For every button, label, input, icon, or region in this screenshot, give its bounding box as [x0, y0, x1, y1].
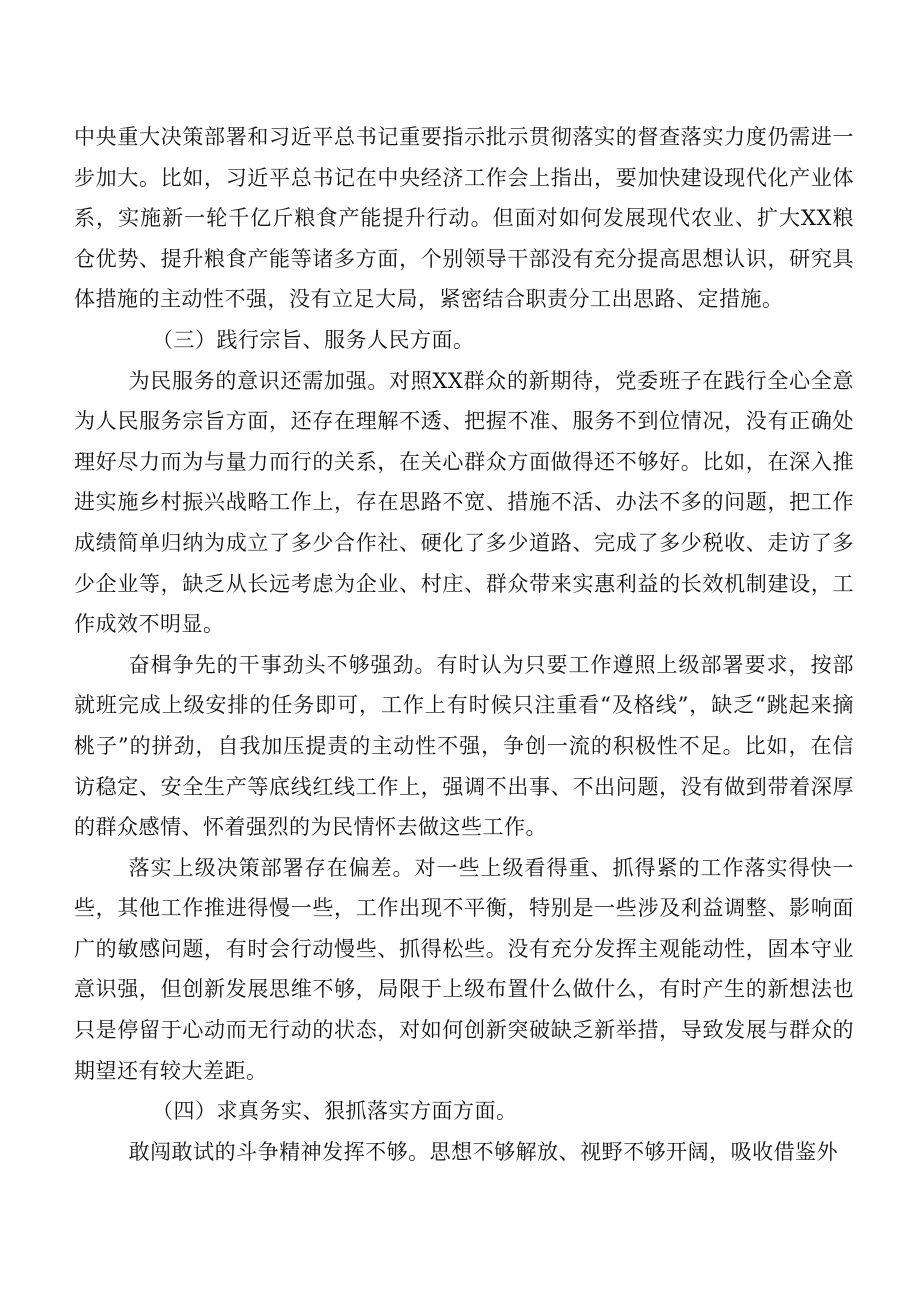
paragraph-implementation-deviation: 落实上级决策部署存在偏差。对一些上级看得重、抓得紧的工作落实得快一些，其他工作推进得慢一些，工作出现不平衡，特别是一些涉及利益调整、影响面广的敏感问题，有时会行动慢些、抓得松些。没有充分发挥主观能动性，固本守业意识强，但创新发展思维不够，局限于上级布置什么做什么，有时产生的新想法也只是停留于心动而无行动的状态，对如何创新突破缺乏新举措，导致发展与群众的期望还有较大差距。: [74, 855, 854, 1083]
section-heading-3: （三）践行宗旨、服务人民方面。: [152, 327, 475, 352]
paragraph-struggle-spirit: 敢闯敢试的斗争精神发挥不够。思想不够解放、视野不够开阔，吸收借鉴外: [128, 1139, 839, 1164]
paragraph-continuation: 中央重大决策部署和习近平总书记重要指示批示贯彻落实的督查落实力度仍需进一步加大。比如，习近平总书记在中央经济工作会上指出，要加快建设现代化产业体系，实施新一轮千亿斤粮食产能提升行动。但面对如何发展现代农业、扩大XX粮仓优势、提升粮食产能等诸多方面，个别领导干部没有充分提高思想认识，研究具体措施的主动性不强，没有立足大局，紧密结合职责分工出思路、定措施。: [74, 125, 854, 312]
section-heading-4: （四）求真务实、狠抓落实方面方面。: [152, 1099, 518, 1124]
document-body: [74, 117, 854, 1172]
paragraph-work-drive: 奋楫争先的干事劲头不够强劲。有时认为只要工作遵照上级部署要求，按部就班完成上级安排的任务即可，工作上有时候只注重看“及格线”，缺乏“跳起来摘桃子”的拼劲，自我加压提责的主动性不强，争创一流的积极性不足。比如，在信访稳定、安全生产等底线红线工作上，强调不出事、不出问题，没有做到带着深厚的群众感情、怀着强烈的为民情怀去做这些工作。: [74, 652, 854, 840]
paragraph-service-awareness: 为民服务的意识还需加强。对照XX群众的新期待，党委班子在践行全心全意为人民服务宗旨方面，还存在理解不透、把握不准、服务不到位情况，没有正确处理好尽力而为与量力而行的关系，在关心群众方面做得还不够好。比如，在深入推进实施乡村振兴战略工作上，存在思路不宽、措施不活、办法不多的问题，把工作成绩简单归纳为成立了多少合作社、硬化了多少道路、完成了多少税收、走访了多少企业等，缺乏从长远考虑为企业、村庄、群众带来实惠利益的长效机制建设，工作成效不明显。: [74, 368, 854, 637]
